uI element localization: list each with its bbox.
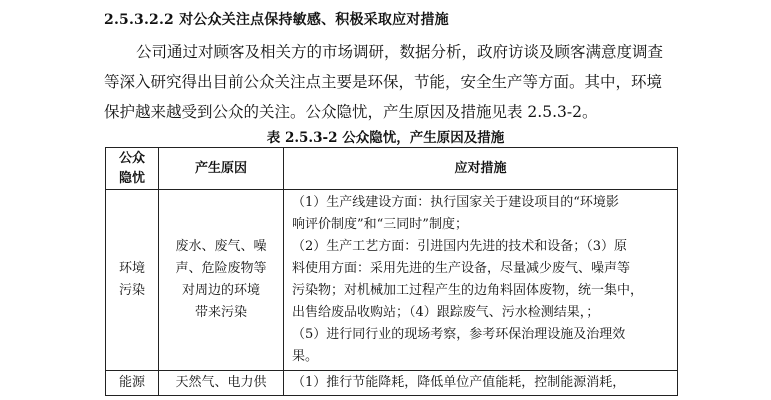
- table-row: [106, 371, 678, 396]
- cause-cell: 天然气、电力供: [159, 371, 284, 396]
- concern-cell: 能源: [106, 371, 159, 396]
- cause-line: 废水、废气、噪: [175, 239, 267, 254]
- measures-cell: [284, 371, 678, 396]
- cause-line: 对周边的环境: [181, 283, 260, 298]
- table-header-row: [106, 148, 678, 190]
- measure-line: （1）推行节能降耗，降低单位产值能耗，控制能源消耗，: [292, 375, 626, 390]
- header-concern-line: 公众: [118, 150, 145, 166]
- cause-line: 带来污染: [194, 305, 247, 320]
- measure-line: （5）进行同行业的现场考察，参考环保治理设施及治理效: [292, 327, 626, 342]
- cause-line: 声、危险废物等: [175, 261, 267, 276]
- measure-line: （1）生产线建设方面：执行国家关于建设项目的“环境影: [292, 195, 619, 210]
- measure-line: 污染物；对机械加工过程产生的边角料固体废物，统一集中，: [292, 283, 644, 298]
- header-measures: 应对措施: [284, 148, 678, 190]
- header-concern-line: 隐忧: [118, 170, 145, 186]
- measures-cell: [284, 190, 678, 371]
- measure-line: （2）生产工艺方面：引进国内先进的技术和设备；（3）原: [292, 239, 628, 254]
- measure-line: 料使用方面：采用先进的生产设备，尽量减少废气、噪声等: [292, 261, 631, 276]
- paragraph-line: 等深入研究得出目前公众关注点主要是环保，节能，安全生产等方面。其中，环境: [104, 73, 663, 91]
- header-concern: [106, 148, 159, 190]
- concerns-table: [105, 147, 678, 396]
- measure-line: 出售给废品收购站；（4）跟踪废气、污水检测结果，；: [292, 305, 600, 320]
- cause-cell: [159, 190, 284, 371]
- concern-line: 污染: [118, 283, 145, 298]
- header-cause: 产生原因: [159, 148, 284, 190]
- concern-cell: [106, 190, 159, 371]
- measure-line: 果。: [292, 349, 319, 364]
- table-row: [106, 190, 678, 371]
- section-heading: 2.5.3.2.2 对公众关注点保持敏感、积极采取应对措施: [104, 12, 449, 28]
- concern-line: 环境: [118, 261, 145, 276]
- measure-line: 响评价制度”和“三同时”制度；: [292, 217, 468, 232]
- body-paragraph: [104, 37, 684, 127]
- paragraph-line: 公司通过对顾客及相关方的市场调研，数据分析，政府访谈及顾客满意度调查: [136, 43, 664, 61]
- table-caption: 表 2.5.3-2 公众隐忧，产生原因及措施: [266, 130, 505, 146]
- paragraph-line: 保护越来越受到公众的关注。公众隐忧，产生原因及措施见表 2.5.3-2。: [104, 103, 598, 121]
